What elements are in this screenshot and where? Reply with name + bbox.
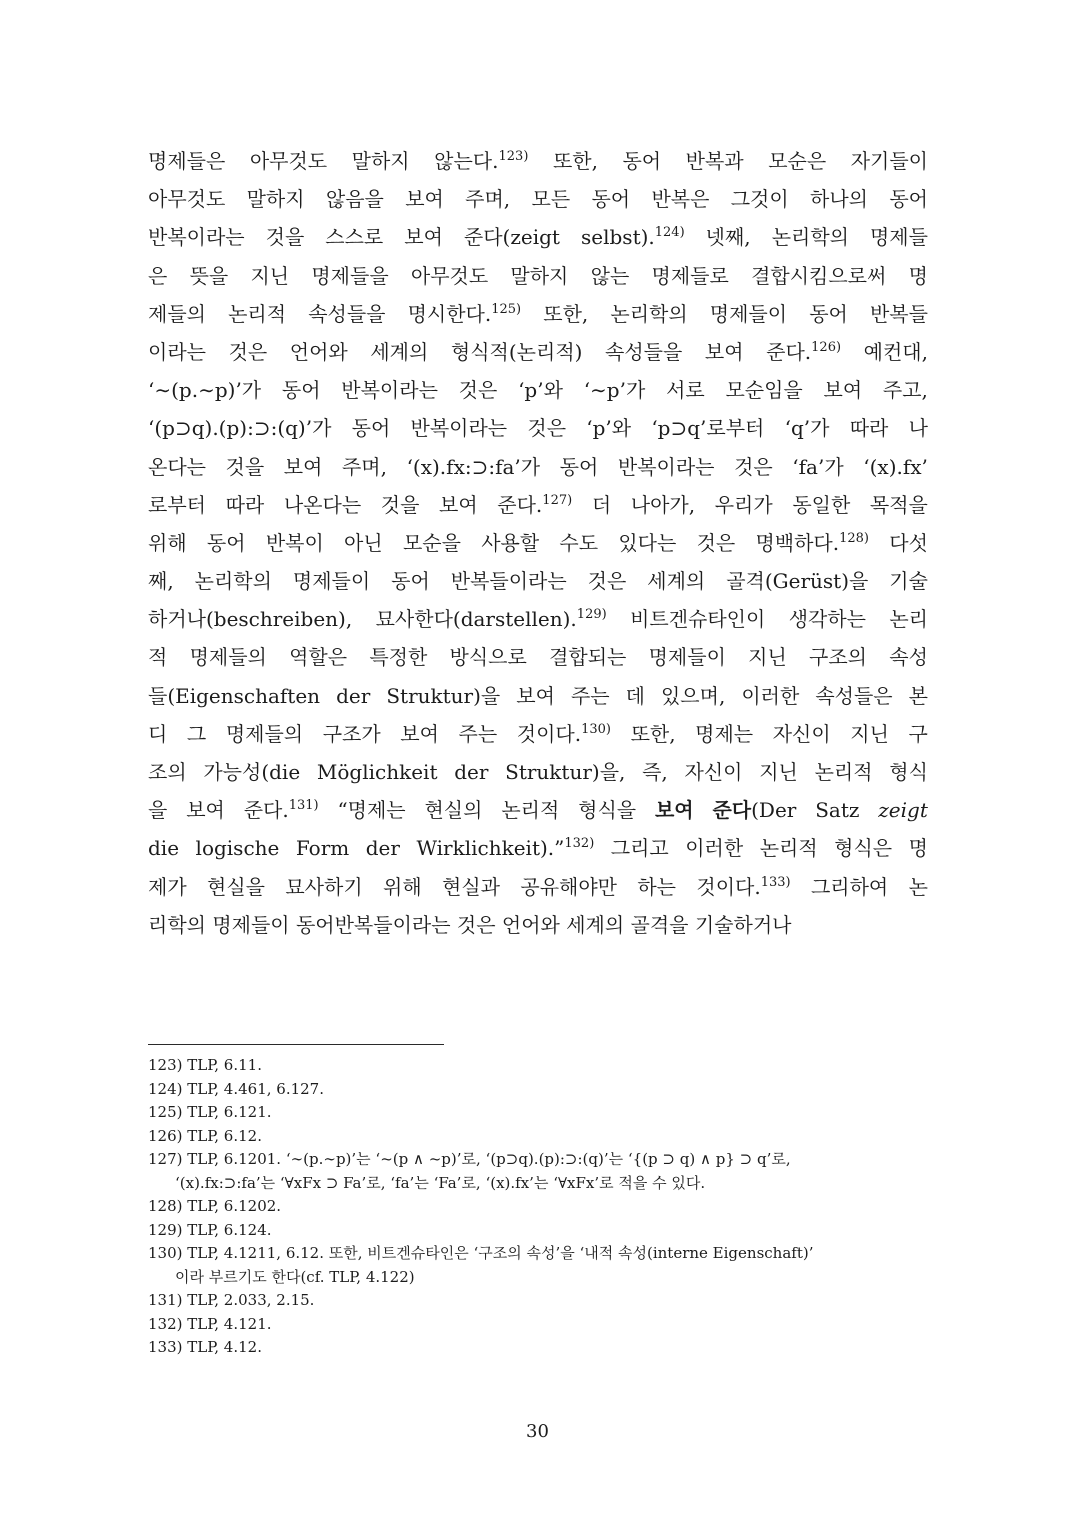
footnote: 124) TLP, 4.461, 6.127. <box>148 1079 324 1098</box>
footnotes <box>148 1054 928 1360</box>
body-line: ‘∼(p.∼p)’가 동어 반복이라는 것은 ‘p’와 ‘∼p’가 서로 모순임을 보여 주고, <box>148 378 928 403</box>
footnote: 125) TLP, 6.121. <box>148 1103 272 1121</box>
footnote-divider <box>148 1044 444 1045</box>
footnote: 130) TLP, 4.1211, 6.12. 또한, 비트겐슈타인은 ‘구조의 속성’을 ‘내적 속성(interne Eigenschaft)’ <box>148 1244 814 1262</box>
body-line: 아무것도 말하지 않음을 보여 주며, 모든 동어 반복은 그것이 하나의 동어 <box>148 187 928 212</box>
footnote: 131) TLP, 2.033, 2.15. <box>148 1291 315 1309</box>
body-line: 하거나(beschreiben), 묘사한다(darstellen).$^{129)}$ 비트겐슈타인이 생각하는 논리 <box>148 607 928 632</box>
footnote-continuation: ‘(x).fx:⊃:fa’는 ‘∀xFx ⊃ Fa’로, ‘fa’는 ‘Fa’로, ‘(x).fx’는 ‘∀xFx’로 적을 수 있다. <box>175 1173 706 1192</box>
body-line: 적 명제들의 역할은 특정한 방식으로 결합되는 명제들이 지닌 구조의 속성 <box>148 645 928 670</box>
page-number: 30 <box>526 1421 549 1442</box>
body-line: 온다는 것을 보여 주며, ‘(x).fx:⊃:fa’가 동어 반복이라는 것은 ‘fa’가 ‘(x).fx’ <box>148 454 928 479</box>
body-line: 째, 논리학의 명제들이 동어 반복들이라는 것은 세계의 골격(Gerüst)을 기술 <box>148 569 928 594</box>
footnote: 129) TLP, 6.124. <box>148 1220 272 1239</box>
footnote: 123) TLP, 6.11. <box>148 1056 262 1074</box>
body-line: 제가 현실을 묘사하기 위해 현실과 공유해야만 하는 것이다.$^{133)}$ 그리하여 논 <box>148 874 928 899</box>
footnote: 127) TLP, 6.1201. ‘∼(p.∼p)’는 ‘~(p ∧ ~p)’로, ‘(p⊃q).(p):⊃:(q)’는 ‘{(p ⊃ q) ∧ p} ⊃ q’로, <box>148 1150 791 1168</box>
footnote: 128) TLP, 6.1202. <box>148 1197 282 1215</box>
footnote-continuation: 이라 부르기도 한다(cf. TLP, 4.122) <box>175 1267 415 1286</box>
body-line: 로부터 따라 나온다는 것을 보여 준다.$^{127)}$ 더 나아가, 우리가 동일한 목적을 <box>148 492 928 517</box>
body-line: 반복이라는 것을 스스로 보여 준다(zeigt selbst).$^{124)}$ 넷째, 논리학의 명제들 <box>148 225 928 250</box>
body-line: 위해 동어 반복이 아닌 모순을 사용할 수도 있다는 것은 명백하다.$^{128)}$ 다섯 <box>148 530 928 555</box>
body-line: die logische Form der Wirklichkeit).”$^{132)}$ 그리고 이러한 논리적 형식은 명 <box>148 836 928 861</box>
footnote: 132) TLP, 4.121. <box>148 1314 272 1333</box>
body-line: 리학의 명제들이 동어반복들이라는 것은 언어와 세계의 골격을 기술하거나 <box>148 912 792 937</box>
body-line: 제들의 논리적 속성들을 명시한다.$^{125)}$ 또한, 논리학의 명제들이 동어 반복들 <box>148 301 928 326</box>
body-text <box>148 142 928 944</box>
body-line: 이라는 것은 언어와 세계의 형식적(논리적) 속성들을 보여 준다.$^{126)}$ 예컨대, <box>148 339 928 364</box>
body-line: 들(Eigenschaften der Struktur)을 보여 주는 데 있으며, 이러한 속성들은 본 <box>148 683 928 708</box>
body-line: ‘(p⊃q).(p):⊃:(q)’가 동어 반복이라는 것은 ‘p’와 ‘p⊃q’로부터 ‘q’가 따라 나 <box>148 416 928 441</box>
body-line: 디 그 명제들의 구조가 보여 주는 것이다.$^{130)}$ 또한, 명제는 자신이 지닌 구 <box>148 721 928 746</box>
body-line: 명제들은 아무것도 말하지 않는다.$^{123)}$ 또한, 동어 반복과 모순은 자기들이 <box>148 149 928 173</box>
body-line: 조의 가능성(die Möglichkeit der Struktur)을, 즉, 자신이 지닌 논리적 형식 <box>148 760 928 784</box>
body-line: 은 뜻을 지닌 명제들을 아무것도 말하지 않는 명제들로 결합시킴으로써 명 <box>148 263 928 288</box>
footnote: 126) TLP, 6.12. <box>148 1126 262 1145</box>
body-line: 을 보여 준다.$^{131)}$ “명제는 현실의 논리적 형식을 보여 준다(Der Satz zeigt <box>148 798 928 823</box>
footnote: 133) TLP, 4.12. <box>148 1338 262 1356</box>
